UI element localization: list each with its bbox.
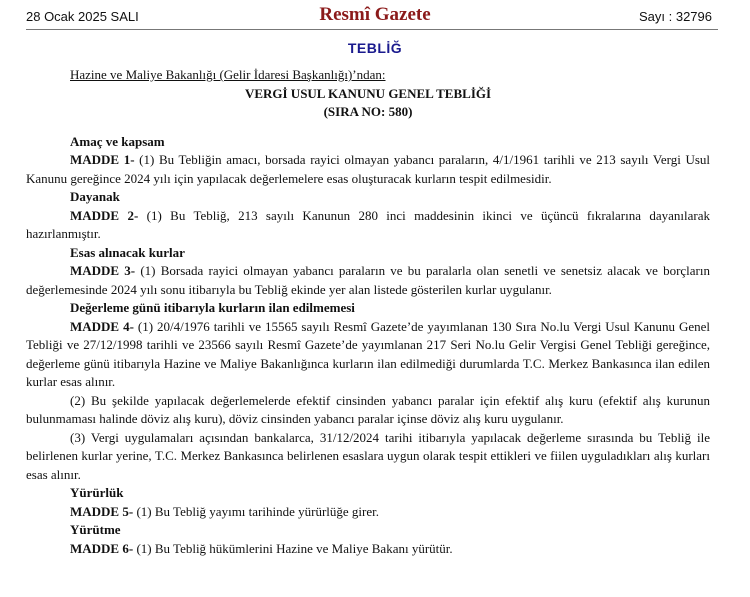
article-4-text: (1) 20/4/1976 tarihli ve 15565 sayılı Resmî Gazete’de yayımlanan 130 Sıra No.lu Vergi Usul Kanunu Genel Tebliği ve 27/12/1998 tarihli ve 23566 sayılı Resmî Gazete’de yayımlanan 217 Seri No.lu Gelir Vergisi Genel Tebliği gereğince, değerleme günü itibarıyla Hazine ve Maliye Bakanlığınca kurların ilan edilmediği durumlarda T.C. Merkez Bankasınca ilan edilen kurlar esas alınır. [26,318,710,389]
heading-yururluk: Yürürlük [70,485,124,500]
article-2-label: MADDE 2- [70,207,139,223]
article-3-text: (1) Borsada rayici olmayan yabancı paraların ve bu paralarla olan senetli ve senetsiz alacak ve borçların değerlemesinde 2024 yılı sonu itibarıyla bu Tebliğ ekinde yer alan listede gösterilen kurlar uygulanır. [26,263,710,297]
heading-dayanak: Dayanak [70,189,120,204]
heading-degerleme: Değerleme günü itibarıyla kurların ilan edilmemesi [70,300,355,315]
heading-yurutme: Yürütme [70,522,121,537]
article-1-label: MADDE 1- [70,152,135,167]
article-5-label: MADDE 5- [70,503,134,519]
issuer-line: Hazine ve Maliye Bakanlığı (Gelir İdaresi Başkanlığı)’ndan: [70,67,386,82]
article-5-text: (1) Bu Tebliğ yayımı tarihinde yürürlüğe girer. [133,503,379,519]
article-3 [26,262,710,299]
article-5 [26,503,710,522]
header-divider [26,29,718,30]
article-1 [26,151,710,188]
article-6-label: MADDE 6- [70,540,134,556]
article-6-text: (1) Bu Tebliğ hükümlerini Hazine ve Maliye Bakanı yürütür. [133,540,453,556]
article-4-para-2: (2) Bu şekilde yapılacak değerlemelerde efektif cinsinden yabancı paralar için efektif alış kuru (efektif alış kurunun bulunmaması halinde döviz alış kuru), döviz cinsinden yabancı paralar içinse döviz alış kuru uygulanır. [26,392,710,426]
document-series: (SIRA NO: 580) [323,104,413,119]
issue-number: Sayı : 32796 [639,9,712,24]
article-4-label: MADDE 4- [70,318,134,334]
article-2 [26,207,710,244]
issue-date: 28 Ocak 2025 SALI [26,9,139,24]
heading-amac: Amaç ve kapsam [70,133,165,149]
document-body [26,66,710,558]
gazette-masthead: Resmî Gazete [319,4,431,25]
article-2-text: (1) Bu Tebliğ, 213 sayılı Kanunun 280 inci maddesinin ikinci ve üçüncü fıkralarına dayanılarak hazırlanmıştır. [26,207,711,241]
article-1-text: (1) Bu Tebliğin amacı, borsada rayici olmayan yabancı paraların, 4/1/1961 tarihli ve 213 sayılı Vergi Usul Kanunu gereğince 2024 yılı için yapılacak değerlemelere esas oluşturacak kurların tespit edilmesidir. [26,152,711,186]
article-6 [26,540,710,559]
document-title: VERGİ USUL KANUNU GENEL TEBLİĞİ [244,85,492,101]
article-4 [26,318,710,392]
section-heading: TEBLİĞ [347,40,403,56]
article-4-para-3: (3) Vergi uygulamaları açısından bankalarca, 31/12/2024 tarihi itibarıyla yapılacak değerleme sırasında bu Tebliğ ile belirlenen kurlar yerine, T.C. Merkez Bankasınca belirlenen esaslara uygun olarak tespit ettikleri ve fiilen uyguladıkları alış kurları esas alınır. [26,429,710,482]
heading-esas: Esas alınacak kurlar [70,244,185,260]
article-3-label: MADDE 3- [70,263,136,278]
